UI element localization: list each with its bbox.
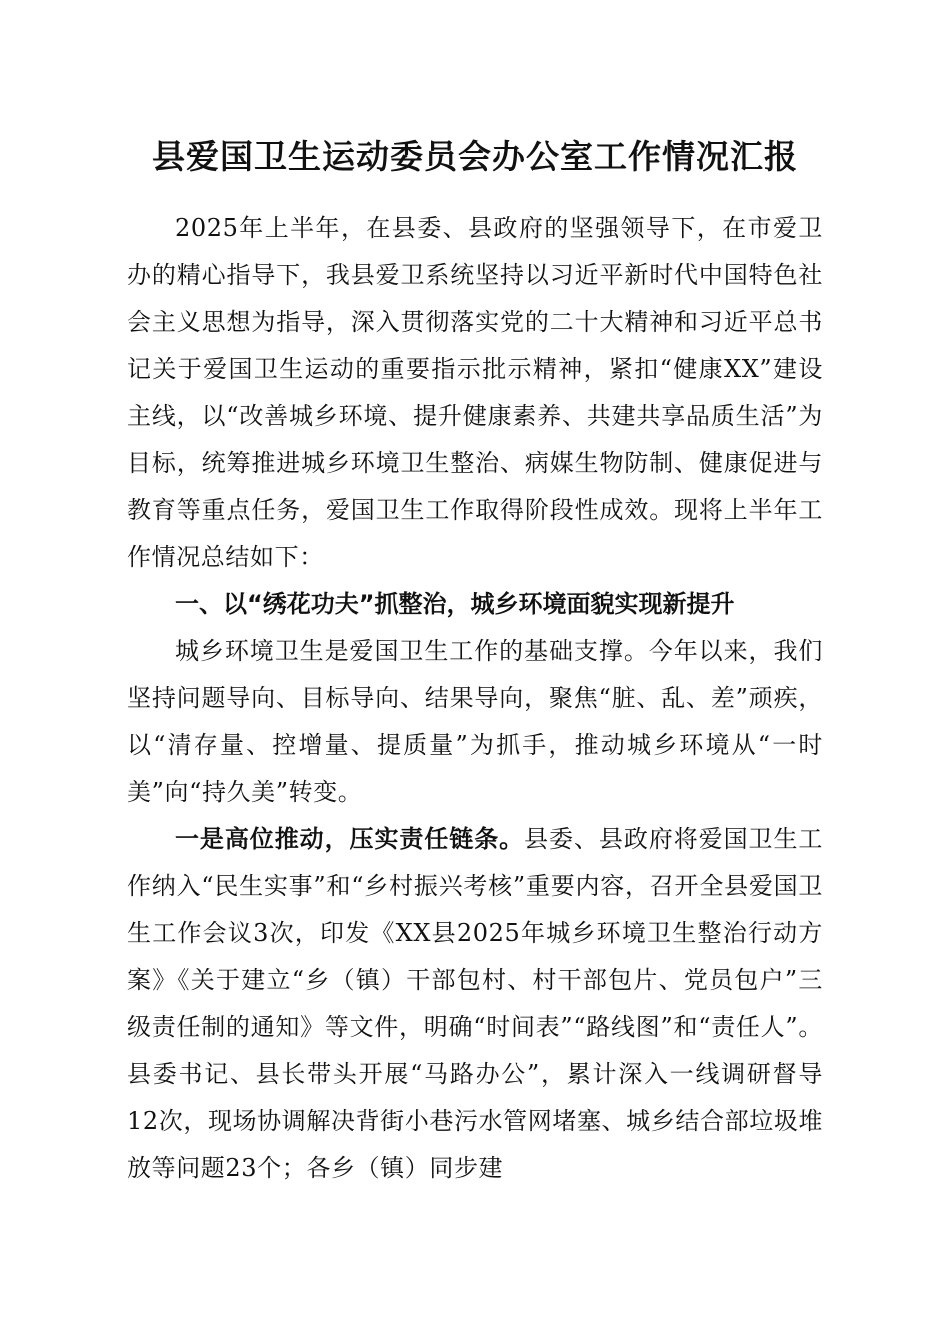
document-title: 县爱国卫生运动委员会办公室工作情况汇报: [152, 137, 798, 176]
section-1-heading: 一、以“绣花功夫”抓整治，城乡环境面貌实现新提升: [175, 590, 735, 618]
intro-paragraph: 2025年上半年，在县委、县政府的坚强领导下，在市爱卫办的精心指导下，我县爱卫系统坚持以习近平新时代中国特色社会主义思想为指导，深入贯彻落实党的二十大精神和习近平总书记关于爱国卫生运动的重要指示批示精神，紧扣“健康XX”建设主线，以“改善城乡环境、提升健康素养、共建共享品质生活”为目标，统筹推进城乡环境卫生整治、病媒生物防制、健康促进与教育等重点任务，爱国卫生工作取得阶段性成效。现将上半年工作情况总结如下：: [127, 214, 823, 571]
point-1-text: 县委、县政府将爱国卫生工作纳入“民生实事”和“乡村振兴考核”重要内容，召开全县爱国卫生工作会议3次，印发《XX县2025年城乡环境卫生整治行动方案》《关于建立“乡（镇）干部包村、村干部包片、党员包户”三级责任制的通知》等文件，明确“时间表”“路线图”和“责任人”。县委书记、县长带头开展“马路办公”，累计深入一线调研督导12次，现场协调解决背街小巷污水管网堵塞、城乡结合部垃圾堆放等问题23个；各乡（镇）同步建: [127, 825, 824, 1182]
document-body: [127, 205, 823, 1192]
point-1-lead: 一是高位推动，压实责任链条。: [175, 825, 525, 853]
section-1-intro-paragraph: 城乡环境卫生是爱国卫生工作的基础支撑。今年以来，我们坚持问题导向、目标导向、结果导向，聚焦“脏、乱、差”顽疾，以“清存量、控增量、提质量”为抓手，推动城乡环境从“一时美”向“持久美”转变。: [127, 637, 823, 806]
point-1-paragraph: [127, 816, 823, 1192]
